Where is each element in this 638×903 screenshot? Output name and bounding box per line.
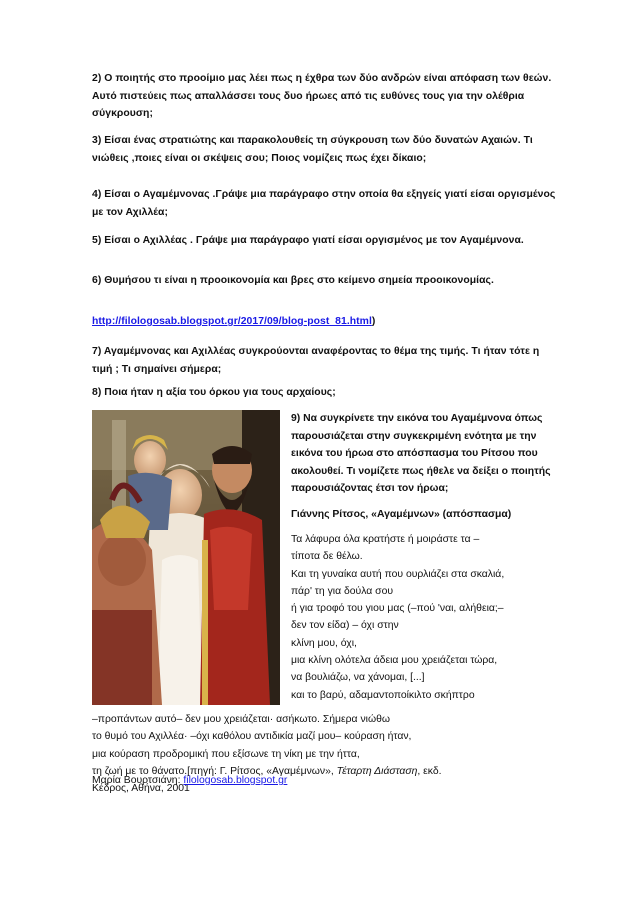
poem-continuation-line: τη ζωή με το θάνατο.[πηγή: Γ. Ρίτσος, «Αγαμέμνων», Τέταρτη Διάσταση, εκδ. [92, 765, 442, 777]
poem-continuation-line: –προπάντων αυτό– δεν μου χρειάζεται· ασήκωτο. Σήμερα νιώθω [92, 714, 390, 725]
poem-line: Τα λάφυρα όλα κρατήστε ή μοιράστε τα – [291, 534, 480, 545]
painting-image [92, 410, 280, 705]
source-tail: , εκδ. [417, 765, 442, 777]
poem-line: ή για τροφό του γιου μας (–πού 'ναι, αλήθεια;– [291, 603, 504, 615]
question-9-column [291, 410, 560, 704]
question-7: 7) Αγαμέμνονας και Αχιλλέας συγκρούονται αναφέροντας το θέμα της τιμής. Τι ήταν τότε η τιμή ; Τι σημαίνει σήμερα; [92, 346, 540, 375]
blog-link[interactable]: http://filologosab.blogspot.gr/2017/09/blog-post_81.html [92, 316, 372, 327]
poem-line: τίποτα δε θέλω. [291, 551, 363, 563]
source-publisher: Κέδρος, Αθήνα, 2001 [92, 783, 190, 795]
source-title: Τέταρτη Διάσταση [336, 765, 418, 777]
poem-line: και το βαρύ, αδαμαντοποίκιλτο σκήπτρο [291, 689, 475, 701]
footer [92, 775, 287, 786]
link-close-paren: ) [371, 316, 376, 327]
poem-lines [291, 531, 560, 704]
question-8: 8) Ποια ήταν η αξία του όρκου για τους αρχαίους; [92, 387, 336, 398]
question-4: 4) Είσαι ο Αγαμέμνονας .Γράψε μια παράγραφο στην οποία θα εξηγείς γιατί είσαι οργισμένος με τον Αχιλλέα; [92, 189, 556, 218]
poem-continuation-line: μια κούραση προδρομική που εξίσωνε τη νίκη με την ήττα, [92, 748, 360, 760]
question-3: 3) Είσαι ένας στρατιώτης και παρακολουθείς τη σύγκρουση των δύο δυνατών Αχαιών. Τι νιώθεις ,ποιες είναι οι σκέψεις σου; Ποιος νομίζεις πως έχει δίκαιο; [92, 135, 533, 164]
footer-site-link[interactable]: filologosab.blogspot.gr [183, 775, 288, 786]
poem-line: να βουλιάζω, να χάνομαι, [...] [291, 672, 425, 684]
question-6: 6) Θυμήσου τι είναι η προοικονομία και βρες στο κείμενο σημεία προοικονομίας. [92, 275, 494, 286]
question-9: 9) Να συγκρίνετε την εικόνα του Αγαμέμνονα όπως παρουσιάζεται στην συγκεκριμένη ενότητα με την εικόνα του ήρωα στο απόσπασμα του Ρίτσου που ακολουθεί. Τι νομίζετε πως ήθελε να δείξει ο ποιητής παρουσιάζοντας έτσι τον ήρωα; [291, 413, 551, 494]
poem-line: κλίνη μου, όχι, [291, 637, 357, 649]
question-2: 2) Ο ποιητής στο προοίμιο μας λέει πως η έχθρα των δύο ανδρών είναι απόφαση των θεών. Αυτό πιστεύεις πως απαλλάσσει τους δυο ήρωες από τις ευθύνες τους για την ολέθρια σύγκρουση; [92, 73, 552, 119]
question-5: 5) Είσαι ο Αχιλλέας . Γράψε μια παράγραφο γιατί είσαι οργισμένος με τον Αγαμέμνονα. [92, 235, 524, 246]
poem-line: δεν τον είδα) – όχι στην [291, 620, 399, 632]
blog-link-line [92, 313, 560, 331]
poem-line: πάρ' τη για δούλα σου [291, 585, 394, 597]
excerpt-heading: Γιάννης Ρίτσος, «Αγαμέμνων» (απόσπασμα) [291, 508, 512, 520]
poem-continuation-line: το θυμό του Αχιλλέα· –όχι καθόλου αντιδικία μαζί μου– κούραση ήταν, [92, 731, 412, 743]
poem-line: Και τη γυναίκα αυτή που ουρλιάζει στα σκαλιά, [291, 568, 505, 580]
footer-author: Μαρία Βουρτσιάνη: [92, 775, 184, 786]
poem-line: μια κλίνη ολότελα άδεια μου χρειάζεται τώρα, [291, 655, 498, 667]
